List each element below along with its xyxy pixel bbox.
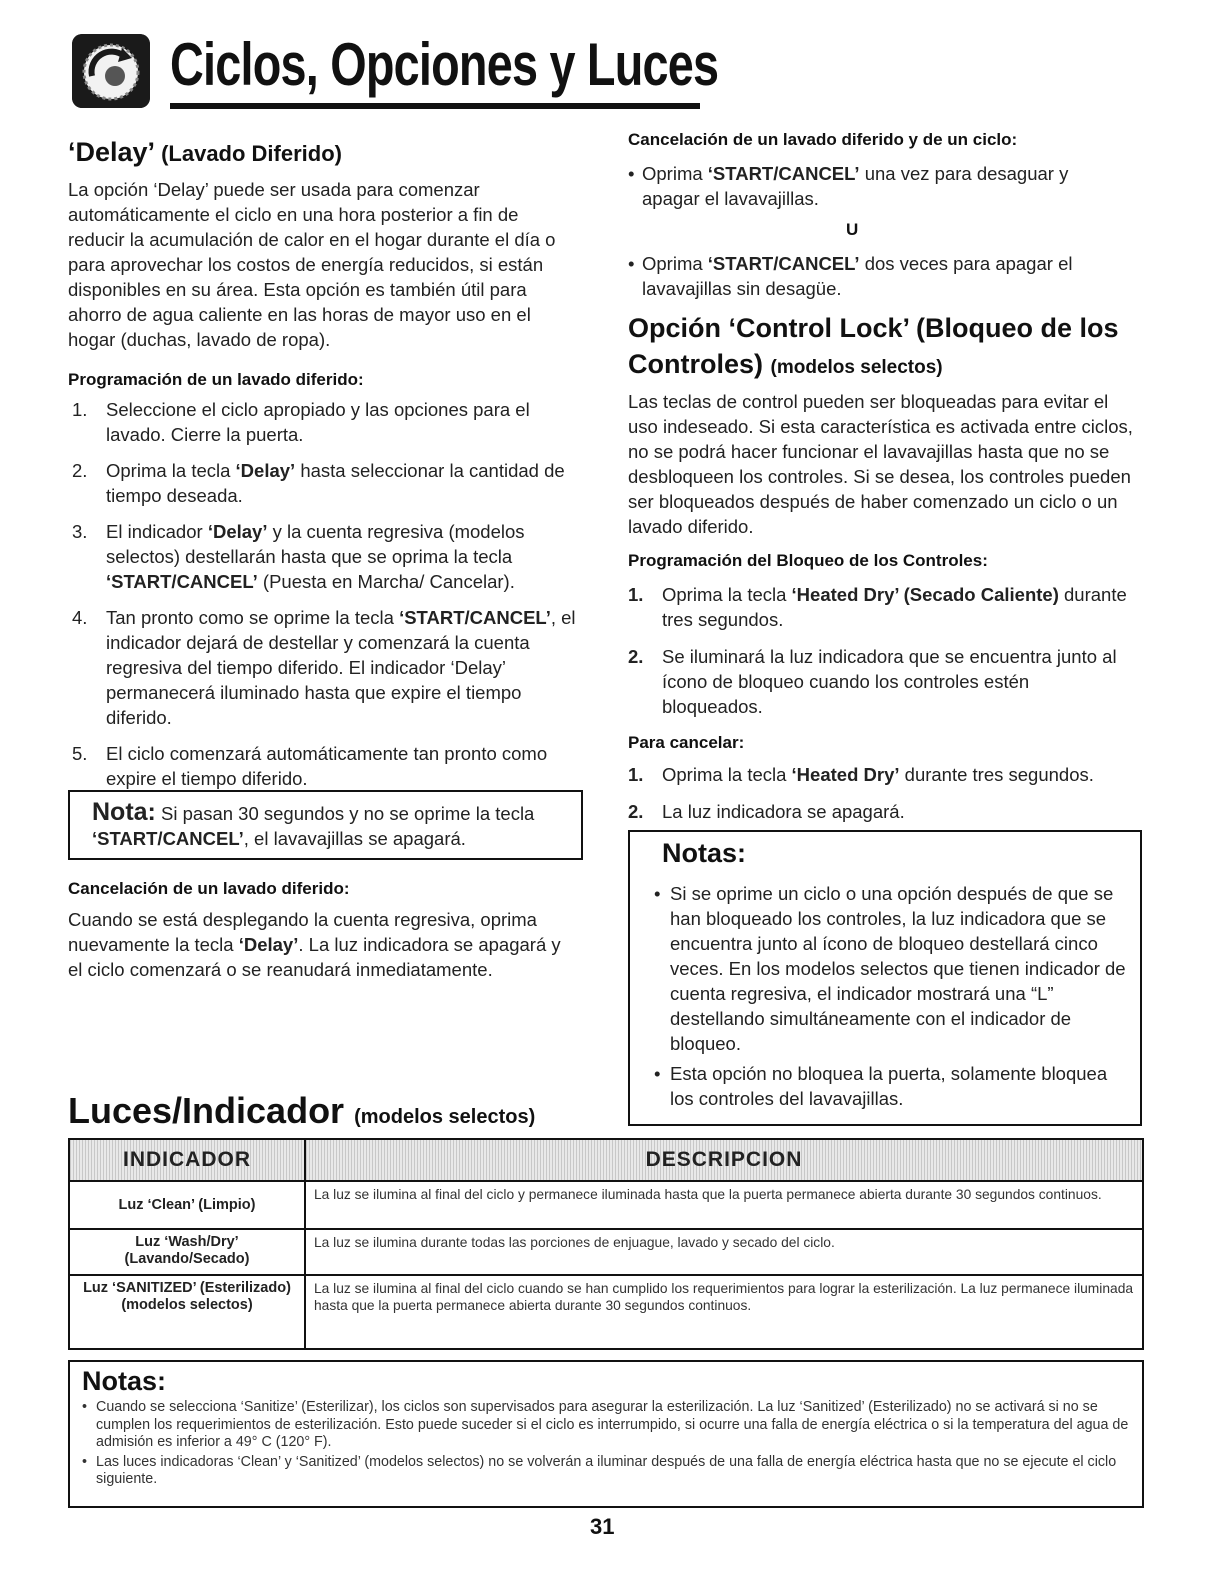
delay-heading [68,137,342,168]
page-title: Ciclos, Opciones y Luces [170,31,719,98]
or-separator: U [846,220,859,239]
page-number: 31 [590,1514,615,1539]
table-row [69,1275,1143,1349]
indicator-cell: Luz ‘SANITIZED’ (Esterilizado) (modelos selectos) [69,1275,305,1349]
list-item: • Las luces indicadoras ‘Clean’ y ‘Sanitized’ (modelos selectos) no se volverán a iluminar después de una falla de energía eléctrica hasta que no se ejecute el ciclo siguiente. [82,1453,1117,1487]
list-item: • Cuando se selecciona ‘Sanitize’ (Esterilizar), los ciclos son supervisados para asegurar la esterilización. La luz ‘Sanitized’ (Esterilizado) no se activará si no se cumplen los requerimientos de esterilización. Esto puede suceder si el ciclo es interrumpido, si ocurre una falla de energía eléctrica o si la temperatura del agua de admisión es inferior a 49° C (120° F). [82,1399,1129,1450]
list-item: • Si se oprime un ciclo o una opción después de que se han bloqueado los controles, la luz indicadora que se encuentra junto al ícono de bloqueo destellará cinco veces. En los modelos selectos que tienen indicador de cuenta regresiva, el indicador mostrará una “L” destellando simultáneamente con el indicador de bloqueo. [654,883,1126,1054]
cancel-both-heading: Cancelación de un lavado diferido y de un ciclo: [628,130,1018,149]
description-cell: La luz se ilumina durante todas las porciones de enjuague, lavado y secado del ciclo. [305,1229,1143,1275]
luces-notes-list [82,1399,1130,1489]
cycle-logo-icon [72,34,150,108]
indicator-table [68,1138,1144,1350]
table-header-row [69,1139,1143,1181]
delay-steps [72,397,592,802]
delay-note-box: Nota: Si pasan 30 segundos y no se oprime la tecla ‘START/CANCEL’, el lavavajillas se apagará. [68,790,583,860]
lock-programming-heading: Programación del Bloqueo de los Controles: [628,551,988,570]
delay-step: 5. El ciclo comenzará automáticamente tan pronto como expire el tiempo diferido. [72,743,548,789]
delay-step: 4. Tan pronto como se oprime la tecla ‘START/CANCEL’, el indicador dejará de destellar y comenzará la cuenta regresiva del tiempo diferido. El indicador ‘Delay’ permanecerá iluminado hasta que expire el tiempo diferido. [72,607,576,728]
title-underline [170,103,700,109]
lock-cancel-step-2: 2. La luz indicadora se apagará. [628,801,905,822]
delay-heading-main: ‘Delay’ [68,137,154,167]
lock-cancel-heading: Para cancelar: [628,733,745,752]
cancel-both-item-2: • Oprima ‘START/CANCEL’ dos veces para apagar el lavavajillas sin desagüe. [628,253,1073,299]
lock-heading-line-2: Controles) (modelos selectos) [628,349,943,379]
delay-step: 3. El indicador ‘Delay’ y la cuenta regresiva (modelos selectos) destellarán hasta que se oprima la tecla ‘START/CANCEL’ (Puesta en Marcha/ Cancelar). [72,521,525,592]
table-row [69,1181,1143,1229]
lock-step-2: 2. Se iluminará la luz indicadora que se encuentra junto al ícono de bloqueo cuando los controles estén bloqueados. [628,646,1117,717]
indicator-cell: Luz ‘Wash/Dry’ (Lavando/Secado) [69,1229,305,1275]
delay-step: 1. Seleccione el ciclo apropiado y las opciones para el lavado. Cierre la puerta. [72,399,530,445]
lock-step-1: 1. Oprima la tecla ‘Heated Dry’ (Secado Caliente) durante tres segundos. [628,584,1127,630]
description-cell: La luz se ilumina al final del ciclo y permanece iluminada hasta que la puerta permanece abierta durante 30 segundos continuos. [305,1181,1143,1229]
lock-notes-label: Notas: [662,838,747,868]
lock-notes-list [654,881,1126,1111]
luces-notes-box [68,1360,1144,1508]
delay-intro: La opción ‘Delay’ puede ser usada para comenzar automáticamente el ciclo en una hora posterior a fin de reducir la acumulación de calor en el hogar durante el día o para aprovechar los costos de energía reducidos, si están disponibles en su área. Esta opción es también útil para ahorro de agua caliente en las horas de mayor uso en el hogar (duchas, lavado de ropa). [68,179,556,350]
description-column-header: DESCRIPCION [305,1139,1143,1181]
indicator-cell: Luz ‘Clean’ (Limpio) [69,1181,305,1229]
luces-heading [68,1090,535,1132]
luces-heading-main: Luces/Indicador [68,1090,345,1131]
delay-step: 2. Oprima la tecla ‘Delay’ hasta seleccionar la cantidad de tiempo deseada. [72,460,565,506]
table-row [69,1229,1143,1275]
lock-notes-box [628,830,1142,1126]
luces-heading-small: (modelos selectos) [354,1106,536,1128]
lock-heading-line-1: Opción ‘Control Lock’ (Bloqueo de los [628,313,1119,343]
delay-programming-heading: Programación de un lavado diferido: [68,370,364,389]
cancel-both-item-1: • Oprima ‘START/CANCEL’ una vez para desaguar y apagar el lavavajillas. [628,163,1069,209]
lock-cancel-step-1: 1. Oprima la tecla ‘Heated Dry’ durante tres segundos. [628,764,1094,785]
description-cell: La luz se ilumina al final del ciclo cuando se han cumplido los requerimientos para lograr la esterilización. La luz permanece iluminada hasta que la puerta permanece abierta durante 30 segundos continuos. [305,1275,1143,1349]
note-label: Nota: [92,798,156,826]
delay-heading-paren: (Lavado Diferido) [161,141,342,166]
list-item: • Esta opción no bloquea la puerta, solamente bloquea los controles del lavavajillas. [654,1063,1108,1109]
indicator-column-header: INDICADOR [69,1139,305,1181]
delay-cancel-text: Cuando se está desplegando la cuenta regresiva, oprima nuevamente la tecla ‘Delay’. La luz indicadora se apagará y el ciclo comenzará o se reanudará inmediatamente. [68,909,561,980]
luces-notes-label: Notas: [82,1366,167,1396]
lock-intro: Las teclas de control pueden ser bloqueadas para evitar el uso indeseado. Si esta característica es activada entre ciclos, no se podrá hacer funcionar el lavavajillas hasta que no se desbloqueen los controles. Si se desea, los controles pueden ser bloqueados después de haber comenzado un ciclo o un lavado diferido. [628,391,1133,537]
delay-cancel-heading: Cancelación de un lavado diferido: [68,879,350,898]
